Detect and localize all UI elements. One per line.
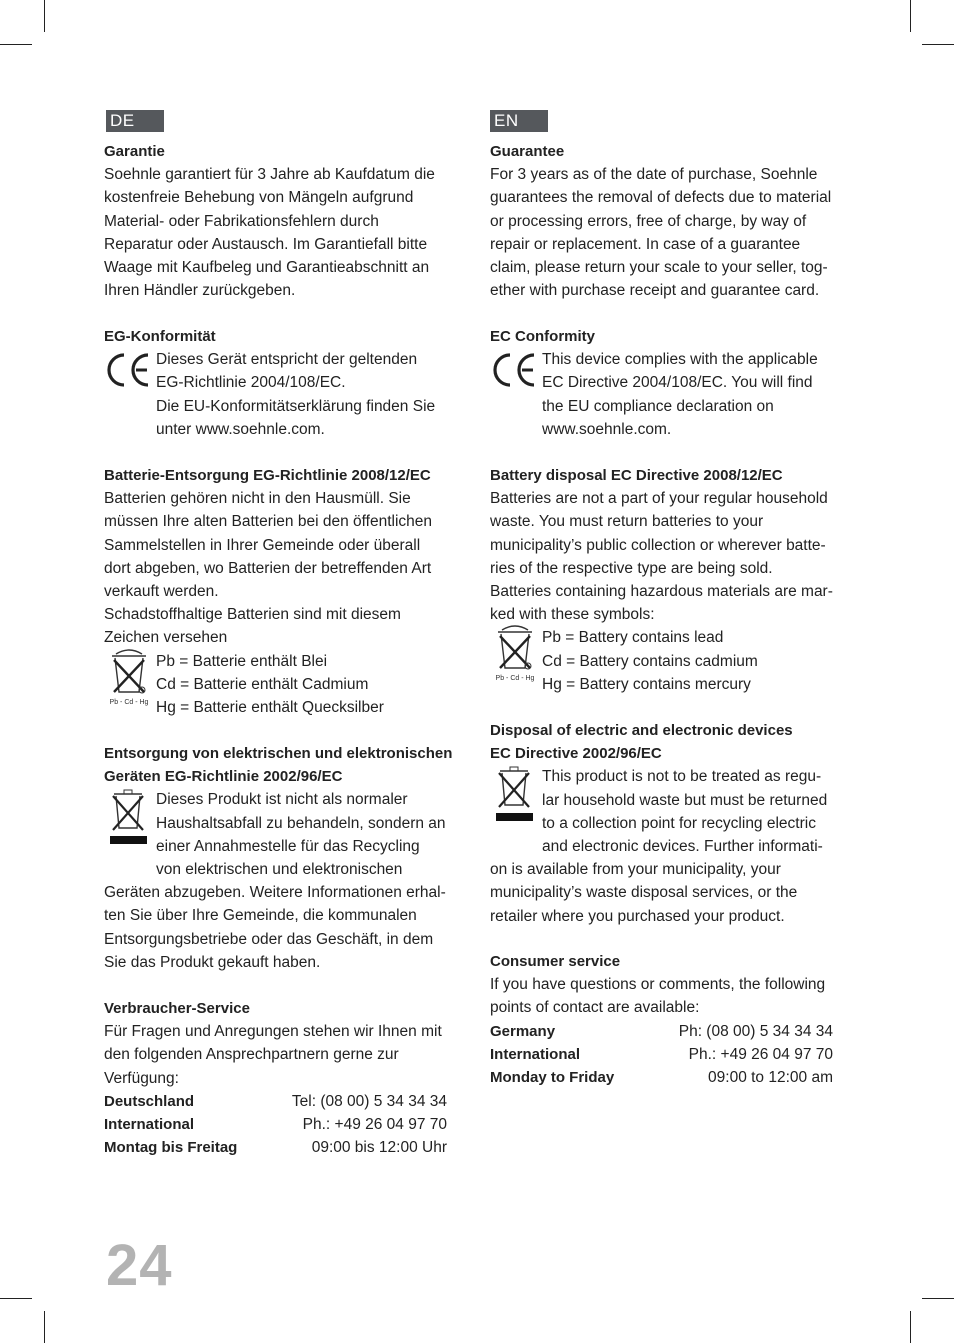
language-badge: DE [106,110,164,132]
text-line: This product is not to be treated as regu- [542,768,822,786]
contact-value: 09:00 bis 12:00 Uhr [311,1139,447,1157]
icon-label: Pb - Cd - Hg [109,698,149,706]
text-line: Hg = Battery contains mercury [542,675,751,693]
guarantee-section [490,140,852,302]
text-line: Waage mit Kaufbeleg und Garantieabschnitt an [104,259,430,277]
crop-mark [44,1311,45,1343]
text-line: Hg = Batterie enthält Quecksilber [156,699,384,717]
section-heading: EG-Konformität [104,328,216,345]
crop-mark [0,1298,32,1299]
text-line: Batteries are not a part of your regular household [490,490,828,508]
text-line: einer Annahmestelle für das Recycling [156,837,420,855]
text-line: Die EU-Konformitätserklärung finden Sie [156,397,436,415]
contact-value: Ph: (08 00) 5 34 34 34 [678,1022,833,1040]
conformity-section [104,325,466,441]
section-heading: Battery disposal EC Directive 2008/12/EC [490,467,783,484]
battery-section [104,464,466,719]
contact-label: International [490,1045,581,1063]
section-heading: Entsorgung von elektrischen und elektronischen [104,745,453,762]
text-line: Sie das Produkt gekauft haben. [104,953,321,971]
text-line: waste. You must return batteries to your [490,513,764,531]
language-badge: EN [490,110,548,132]
text-line: ether with purchase receipt and guarantee card. [490,282,820,300]
contact-row [104,1113,447,1136]
crossed-bin-icon [104,786,152,853]
text-line: to a collection point for recycling electric [542,814,816,832]
contact-value: 09:00 to 12:00 am [708,1069,833,1087]
contact-row [104,1136,447,1159]
battery-symbols [490,626,852,696]
text-line: Soehnle garantiert für 3 Jahre ab Kaufdatum die [104,166,435,184]
text-line: Schadstoffhaltige Batterien sind mit diesem [104,606,401,624]
weee-section [104,742,466,974]
section-heading: EC Directive 2002/96/EC [490,745,662,763]
contact-row [490,1043,833,1066]
conformity-section [490,325,852,441]
section-heading: Garantie [104,143,165,160]
text-line: Pb = Battery contains lead [542,629,724,647]
text-line: Geräten abzugeben. Weitere Informationen erhal- [104,884,446,902]
section-heading: Guarantee [490,143,565,160]
crop-mark [922,44,954,45]
text-line: EC Directive 2004/108/EC. You will find [542,374,813,392]
text-line: municipality’s waste disposal services, or the [490,884,798,902]
ce-mark-icon [104,352,152,395]
text-line: Cd = Batterie enthält Cadmium [156,675,369,693]
section-heading: Geräten EG-Richtlinie 2002/96/EC [104,768,343,786]
text-line: den folgenden Ansprechpartnern gerne zur [104,1046,399,1064]
text-line: or processing errors, free of charge, by way of [490,212,807,230]
crossed-bin-battery-icon [490,622,540,691]
text-line: ries of the respective type are being sold. [490,559,773,577]
contact-row [490,1020,833,1043]
text-line: Haushaltsabfall zu behandeln, sondern an [156,814,446,832]
ce-mark-icon [490,352,538,395]
text-line: Cd = Battery contains cadmium [542,652,758,670]
text-line: Material- oder Fabrikationsfehlern durch [104,212,379,230]
page-number: 24 [106,1233,173,1298]
text-line: ked with these symbols: [490,606,655,624]
text-line: Verfügung: [104,1069,179,1087]
text-line: Pb = Batterie enthält Blei [156,652,328,670]
service-section [104,997,466,1159]
text-line: repair or replacement. In case of a guarantee [490,235,801,253]
text-line: unter www.soehnle.com. [156,420,325,438]
contact-row [490,1066,833,1089]
text-line: EG-Richtlinie 2004/108/EC. [156,374,346,392]
text-line: Batteries containing hazardous materials are mar- [490,583,833,601]
section-heading: Disposal of electric and electronic devices [490,722,793,739]
weee-block [104,788,466,881]
section-heading: EC Conformity [490,328,595,345]
text-line: Batterien gehören nicht in den Hausmüll. Sie [104,490,411,508]
battery-section [490,464,852,696]
section-heading: Batterie-Entsorgung EG-Richtlinie 2008/12/EC [104,467,431,484]
contact-label: Montag bis Freitag [104,1139,238,1157]
crossed-bin-battery-icon [104,646,154,715]
text-line: lar household waste but must be returned [542,791,828,809]
text-line: Dieses Gerät entspricht der geltenden [156,351,418,369]
weee-section [490,719,852,928]
section-heading: Consumer service [490,953,621,970]
contact-value: Tel: (08 00) 5 34 34 34 [291,1092,447,1110]
text-line: von elektrischen und elektronischen [156,861,403,879]
text-line: ten Sie über Ihre Gemeinde, die kommunalen [104,907,417,925]
text-line: Entsorgungsbetriebe oder das Geschäft, in dem [104,930,434,948]
weee-block [490,765,852,858]
text-line: For 3 years as of the date of purchase, Soehnle [490,166,818,184]
crop-mark [910,0,911,32]
text-line: www.soehnle.com. [542,420,672,438]
text-line: on is available from your municipality, your [490,861,781,879]
contact-label: Deutschland [104,1092,195,1110]
contact-value: Ph.: +49 26 04 97 70 [302,1116,447,1134]
crop-mark [922,1298,954,1299]
text-line: points of contact are available: [490,999,700,1017]
crop-mark [44,0,45,32]
text-line: müssen Ihre alten Batterien bei den öffentlichen [104,513,433,531]
contact-value: Ph.: +49 26 04 97 70 [688,1045,833,1063]
text-line: This device complies with the applicable [542,351,818,369]
text-line: Sammelstellen in Ihrer Gemeinde oder überall [104,536,421,554]
text-line: Für Fragen und Anregungen stehen wir Ihnen mit [104,1023,442,1041]
contact-row [104,1090,447,1113]
crop-mark [910,1311,911,1343]
icon-label: Pb - Cd - Hg [495,675,535,683]
contact-label: International [104,1116,195,1134]
text-line: the EU compliance declaration on [542,397,774,415]
contact-label: Monday to Friday [490,1069,615,1087]
crop-mark [0,44,32,45]
text-line: Zeichen versehen [104,629,228,647]
crossed-bin-icon [490,763,538,830]
contact-label: Germany [490,1022,556,1040]
text-line: Dieses Produkt ist nicht als normaler [156,791,408,809]
text-line: claim, please return your scale to your seller, tog- [490,259,828,277]
text-line: Ihren Händler zurückgeben. [104,282,296,300]
text-line: guarantees the removal of defects due to material [490,189,832,207]
service-section [490,950,852,1089]
battery-symbols [104,650,466,720]
text-line: and electronic devices. Further informati- [542,838,823,856]
text-line: verkauft werden. [104,583,219,601]
text-line: If you have questions or comments, the following [490,976,826,994]
text-line: dort abgeben, wo Batterien der betreffenden Art [104,559,432,577]
section-heading: Verbraucher-Service [104,1000,250,1017]
text-line: municipality’s public collection or wherever batte- [490,536,826,554]
text-line: retailer where you purchased your product. [490,907,785,925]
text-line: kostenfreie Behebung von Mängeln aufgrund [104,189,414,207]
text-line: Reparatur oder Austausch. Im Garantiefall bitte [104,235,428,253]
guarantee-section [104,140,466,302]
